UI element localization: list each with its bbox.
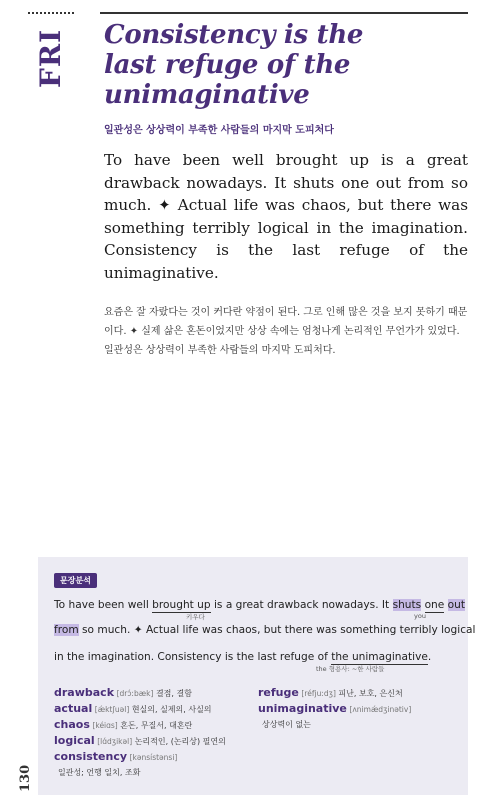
analysis-line-3 bbox=[54, 650, 458, 664]
vocab-item bbox=[258, 701, 411, 717]
vocab-meaning: 상상력이 없는 bbox=[262, 720, 311, 729]
quote-paragraph bbox=[104, 149, 468, 284]
vocab-pronunciation: [lɑ́dʒikəl] bbox=[97, 737, 133, 746]
vocab-word: drawback bbox=[54, 686, 115, 699]
vocab-item bbox=[54, 717, 226, 733]
vocab-item bbox=[258, 685, 411, 701]
vocab-word: consistency bbox=[54, 750, 128, 763]
vocab-pronunciation: [réfjuːdʒ] bbox=[301, 689, 336, 698]
vocab-list-left bbox=[54, 685, 226, 780]
analysis-text: . bbox=[427, 651, 432, 663]
vocab-word: refuge bbox=[258, 686, 299, 699]
analysis-highlighted-word: shuts bbox=[392, 599, 422, 611]
vocab-item bbox=[54, 733, 226, 749]
gloss-one: you bbox=[414, 612, 426, 620]
vocab-meaning: 일관성; 언행 일치, 조화 bbox=[58, 768, 141, 777]
analysis-text: To have been well bbox=[54, 599, 153, 611]
sparkle-icon: ✦ bbox=[158, 196, 178, 214]
analysis-line-1 bbox=[54, 598, 466, 612]
vocab-pronunciation: [drɔ́ːbæk] bbox=[116, 689, 154, 698]
title-line-2: last refuge of the bbox=[104, 50, 351, 80]
vocab-item bbox=[54, 749, 226, 765]
analysis-underlined-phrase: brought up bbox=[152, 599, 211, 611]
vocab-pronunciation: [kənsístənsi] bbox=[129, 753, 178, 762]
vocab-meaning: 혼돈, 무질서, 대혼란 bbox=[120, 721, 193, 730]
gloss-the-unimaginative: the 형용사: ~한 사람들 bbox=[316, 665, 385, 673]
vocab-word: logical bbox=[54, 734, 95, 747]
vocab-meaning: 피난, 보호, 은신처 bbox=[338, 689, 403, 698]
analysis-text: so much. ✦ Actual life was chaos, but there was something terribly logical bbox=[78, 624, 476, 636]
page-number: 130 bbox=[18, 764, 33, 792]
vocab-meaning: 논리적인, (논리상) 필연의 bbox=[134, 737, 226, 746]
vocab-word: actual bbox=[54, 702, 93, 715]
analysis-highlighted-word: from bbox=[54, 624, 79, 636]
vocab-meaning: 현실의, 실제의, 사실의 bbox=[131, 705, 212, 714]
vocab-word: chaos bbox=[54, 718, 90, 731]
analysis-underlined-phrase: the unimaginative bbox=[331, 651, 428, 663]
translation-part-1: 요즘은 잘 자랐다는 것이 커다란 약점이 된다. 그로 인해 많은 것을 보지 못하기 때문이다. bbox=[104, 307, 468, 337]
title-line-1: Consistency is the bbox=[104, 20, 364, 50]
analysis-badge: 문장분석 bbox=[54, 573, 97, 588]
vocab-list-right bbox=[258, 685, 411, 732]
header-rule bbox=[100, 12, 468, 14]
title-translation: 일관성은 상상력이 부족한 사람들의 마지막 도피처다 bbox=[104, 125, 334, 136]
vocab-pronunciation: [ʌnimǽdʒinətiv] bbox=[349, 705, 412, 714]
page-title bbox=[104, 20, 474, 110]
vocab-pronunciation: [kéiɑs] bbox=[92, 721, 118, 730]
vocab-item bbox=[54, 685, 226, 701]
vocab-word: unimaginative bbox=[258, 702, 347, 715]
analysis-underlined-word: one bbox=[424, 599, 445, 611]
analysis-highlighted-word: out bbox=[447, 599, 466, 611]
analysis-line-2 bbox=[54, 623, 476, 637]
header-dotted-rule bbox=[28, 12, 74, 14]
quote-part-2: Actual life was chaos, but there was something terribly logical in the imagination. Consistency is the last refuge of the unimaginative. bbox=[104, 196, 469, 282]
translation-paragraph bbox=[104, 303, 468, 360]
title-line-3: unimaginative bbox=[104, 80, 310, 110]
sparkle-icon: ✦ bbox=[129, 326, 142, 337]
analysis-text: in the imagination. Consistency is the last refuge of bbox=[54, 651, 332, 663]
quote-part-1: To have been well brought up is a great drawback nowadays. It shuts one out from so much. bbox=[104, 151, 468, 214]
translation-part-2: 실제 삶은 혼돈이었지만 상상 속에는 엄청나게 논리적인 무언가가 있었다. 일관성은 상상력이 부족한 사람들의 마지막 도피처다. bbox=[104, 326, 460, 356]
vocab-item bbox=[54, 701, 226, 717]
gloss-brought-up: 키우다 bbox=[186, 613, 205, 621]
analysis-text: is a great drawback nowadays. It bbox=[210, 599, 393, 611]
weekday-label: FRI bbox=[34, 28, 67, 88]
vocab-pronunciation: [ǽktʃuəl] bbox=[94, 705, 130, 714]
vocab-meaning: 결점, 결함 bbox=[155, 689, 192, 698]
